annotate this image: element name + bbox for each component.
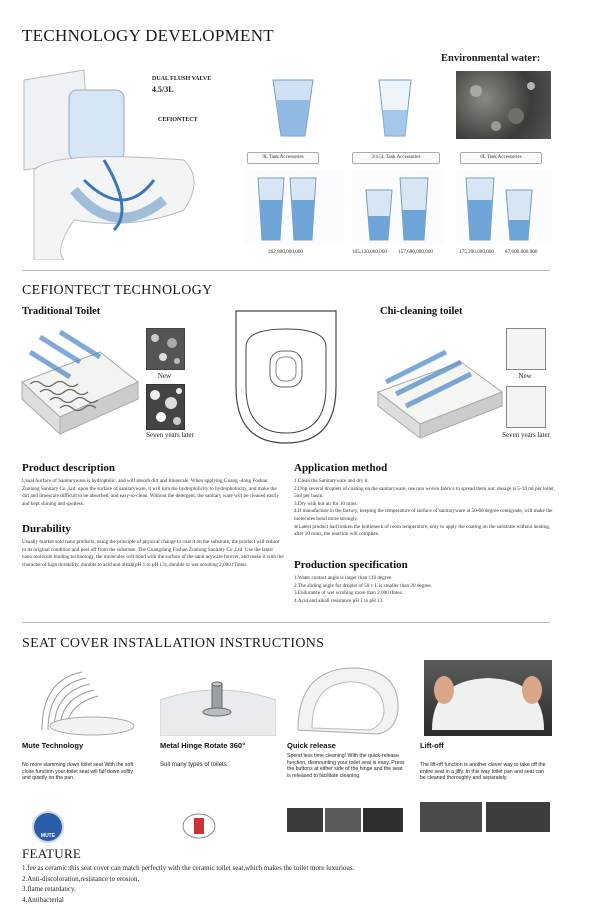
lift-off-desc: The lift-off function is another clever way to take off the entire seat in a jiffy. In this way toilet pan and seat can be cleaned thoroughly and separately.: [420, 762, 546, 782]
traditional-toilet-label: Traditional Toilet: [22, 306, 101, 317]
old-surface-swatch-chi: [506, 386, 546, 428]
mute-technology-desc: No more slamming down toilet seat With the soft close function your toilet seat will fall down softly and quietly on the pan.: [22, 762, 134, 782]
glass-half-icon: [377, 78, 413, 140]
feature-item: 1.fee as ceramic:this seat cover can match perfectly with the ceramic toilet seat,which makes the toilet more luxurious.: [22, 864, 355, 872]
quick-release-desc: Spend less time cleaning! With the quick-release function, dismounting your toilet seat is easy. Press the buttons at either side of the hinge and the seat is released to facilitate cleaning.: [287, 753, 405, 779]
section-title-technology: TECHNOLOGY DEVELOPMENT: [22, 26, 274, 45]
production-items: [294, 575, 556, 605]
traditional-surface-diagram: [20, 322, 140, 442]
tank-label-9l: 9L Tank Accessories: [247, 152, 319, 164]
environmental-water-label: Environmental water:: [441, 53, 541, 64]
application-step: ※Latest product had broken the bottleneck of room temperature, only to apply the coating on the substrate without heating, after 10 mins, the reaction will complete.: [294, 523, 551, 538]
soft-close-seat-image: [22, 660, 140, 736]
toilet-topview-outline: [232, 307, 340, 447]
valve-volume-label: 4.5/3L: [152, 85, 174, 94]
mute-technology-title: Mute Technology: [22, 741, 84, 750]
tank-9l-value: 262,800,000,000: [268, 249, 304, 255]
product-description-title: Product description: [22, 462, 115, 474]
chi-cleaning-label: Chi-cleaning toilet: [380, 306, 463, 317]
metal-hinge-desc: Suit many types of toilets: [160, 762, 227, 768]
section-title-cefiontect: CEFIONTECT TECHNOLOGY: [22, 283, 213, 298]
application-step: 2.Drip several droplets of coating on the sanitaryware, use non woven fabrics to spread them out. dosage is 5-10 ml per toilet, 5ml per basin.: [294, 485, 555, 500]
feature-list: [22, 863, 562, 905]
production-item: 2.The sliding angle for droplet of 50 v L is smaller than 20 degree.: [294, 582, 432, 589]
production-item: 3.Endurance of wet scrubing more than 2,000 tImes.: [294, 590, 403, 597]
glass-full-icon: [271, 78, 315, 140]
divider: [22, 270, 550, 271]
application-step: 1.Clean the Sanitaryware and dry it.: [294, 478, 369, 484]
tank-3l-value-2: 157,680,000,000: [398, 249, 434, 255]
toilet-cutaway-illustration: [14, 60, 214, 260]
lift-off-step-1-image: [420, 802, 482, 832]
mute-badge-icon: MUTE: [32, 811, 64, 843]
application-step: 3.Dry with hot air for 10 mins.: [294, 500, 358, 507]
feature-item: 3.flame retardancy.: [22, 885, 76, 893]
feature-item: 2.Anti-discoloration,resistance to erosion.: [22, 874, 140, 883]
tank-6l-value-1: 175,200,000,000: [459, 249, 495, 255]
new-caption-traditional: New: [157, 372, 172, 380]
metal-hinge-title: Metal Hinge Rotate 360°: [160, 741, 246, 750]
tank-label-3-4-5l: 3/4.5L Tank Accessories: [352, 152, 440, 164]
quick-release-title: Quick release: [287, 741, 336, 750]
glass-group-3-4-5l: [352, 170, 444, 244]
application-title: Application method: [294, 462, 388, 474]
tank-6l-value-2: 87,600,000,000: [505, 249, 538, 255]
application-steps: [294, 478, 556, 539]
durability-text: Usually market sold nano products, using the principle of physical change to coat it on the substrate, the product will reduce to its original condition and peel off from the substrate. The Guangdong Foshan Zunlong Sanitary Co.,Ltd. Use the latest nano molecule binding technology, the molecules will bond with the surface of the sanit aryware forever, and make it with the character of high durability, durable to acid and alkali(pH 1 to pH 13), durable to wet scrubing 2,000 tTimes.: [22, 539, 284, 568]
section-title-feature: FEATURE: [22, 846, 82, 861]
divider: [22, 622, 550, 623]
application-step: 4.If manufacture in the factory, keeping the temperature of surface of sanitaryware at 50-60 degree centigrade, will make the molecules bond more strongly.: [294, 508, 553, 522]
lift-off-image: [424, 660, 552, 736]
feature-item: 4.Antibacterial: [22, 895, 64, 904]
glass-group-6l: [456, 170, 552, 244]
lift-off-step-2-image: [486, 802, 550, 832]
quick-release-step-3-image: [363, 808, 403, 832]
rotate-360-icon: [180, 810, 218, 842]
glass-group-9l: [244, 170, 344, 244]
new-surface-photo-traditional: [146, 328, 185, 370]
production-title: Production specification: [294, 559, 408, 571]
tank-label-6l: 6L Tank Accessories: [460, 152, 542, 164]
section-title-seat-cover: SEAT COVER INSTALLATION INSTRUCTIONS: [22, 636, 325, 651]
valve-label: DUAL FLUSH VALVE: [152, 76, 212, 82]
cefiontect-label: CEFIONTECT: [158, 117, 198, 123]
production-item: 4.Acid and alkali resistance pH 1 to pH 13.: [294, 597, 384, 604]
old-surface-photo-traditional: [146, 384, 185, 430]
lift-off-title: Lift-off: [420, 741, 444, 750]
new-caption-chi: New: [518, 372, 532, 380]
chi-cleaning-surface-diagram: [376, 322, 506, 442]
metal-hinge-image: [160, 660, 276, 736]
production-item: 1.Water contact angle is larger than 110 degree.: [294, 575, 393, 581]
durability-title: Durability: [22, 523, 71, 535]
old-caption-chi: Seven years later: [502, 431, 550, 439]
tank-3l-value-1: 105,120,000,000: [352, 249, 388, 255]
quick-release-step-2-image: [325, 808, 361, 832]
old-caption-traditional: Seven years later: [146, 431, 194, 439]
new-surface-swatch-chi: [506, 328, 546, 370]
quick-release-step-1-image: [287, 808, 323, 832]
environmental-water-photo: [456, 71, 551, 139]
product-description-text: Usual Surface of Sanitaryware is hydrophilic, and will absorb dirt and limescale. When applying Guang -dong Foshan Zunlong Sanitary Co.,Ltd. upon the surface of sanitaryware, it will turn the hydrophilicity to hydrophobicity, and make the dirt and limescale difficult to be absorbed, and easy-to-clean. Without the detergent, the sanitary ware will be cleaned easily and kept shining and spotless.: [22, 478, 279, 507]
quick-release-image: [288, 660, 404, 736]
